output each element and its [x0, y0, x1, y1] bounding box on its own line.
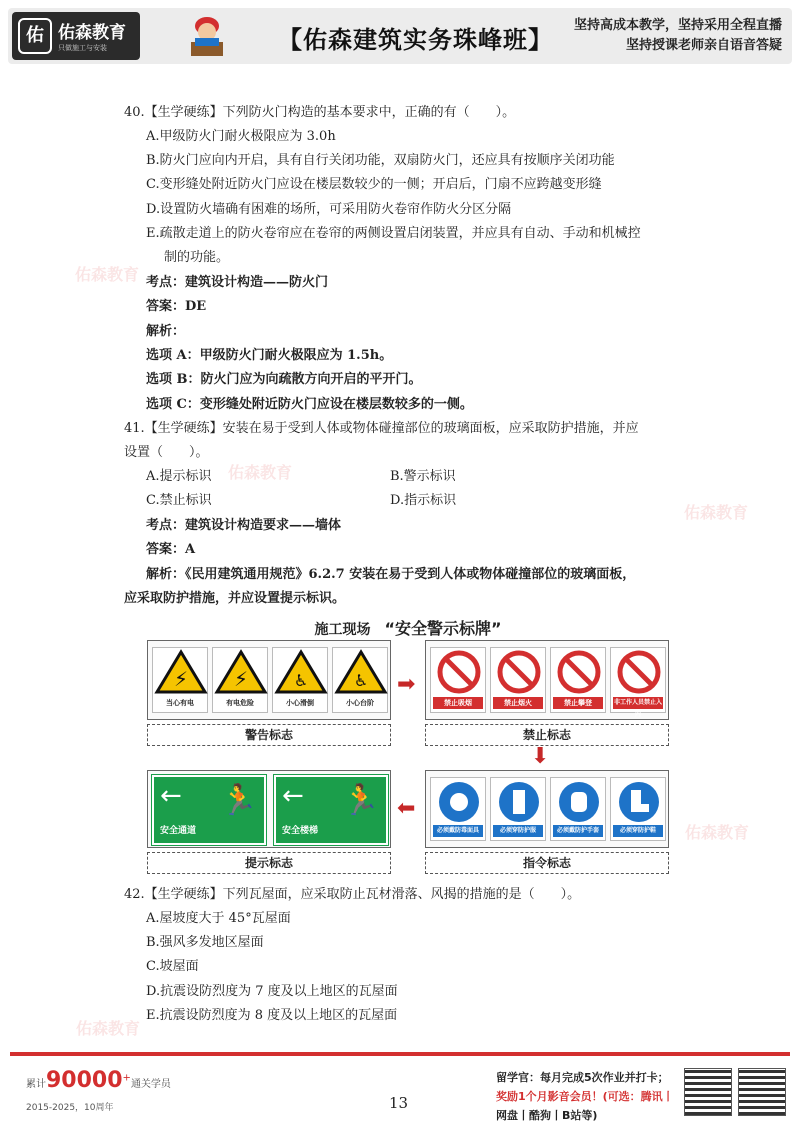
footer-promo: [496, 1068, 674, 1125]
q40-answer: 答案：DE: [146, 299, 207, 314]
header-title: 【佑森建筑实务珠峰班】: [278, 26, 553, 54]
q40-option-b: B.防火门应向内开启，具有自行关闭功能，双扇防火门，还应具有按顺序关闭功能: [146, 153, 615, 168]
command-sign-label: 必须戴防护手套: [553, 825, 603, 837]
q40-option-a: A.甲级防火门耐火极限应为 3.0h: [146, 129, 336, 144]
svg-text:♿: ♿: [293, 671, 309, 690]
warning-sign-label: 小心台阶: [346, 699, 374, 707]
watermark-3: 佑森教育: [684, 503, 749, 522]
hint-sign-label: 安全楼梯: [282, 826, 319, 836]
q40-analysis-b: 选项 B：防火门应为向疏散方向开启的平开门。: [146, 372, 422, 387]
hint-sign-label: 安全通道: [160, 826, 197, 836]
prohibition-sign-label: 禁止吸烟: [433, 697, 483, 709]
command-sign: [490, 777, 546, 841]
footer-promo-line-3: 网盘丨酷狗丨B站等): [496, 1109, 598, 1122]
caption-warning: 警告标志: [147, 724, 391, 746]
command-sign: [550, 777, 606, 841]
qr-code-icon: [684, 1068, 732, 1116]
watermark-1: 佑森教育: [75, 265, 140, 284]
figure-title-main: “安全警示标牌”: [384, 619, 502, 638]
no-smoking-icon: [431, 648, 487, 696]
safety-boots-icon: [611, 778, 667, 826]
logo-mark-icon: 佑: [18, 18, 52, 54]
header-slogan-2: 坚持授课老师亲自语音答疑: [625, 38, 782, 53]
q41-answer: 答案：A: [146, 542, 196, 557]
q41-analysis-cont: 应采取防护措施，并应设置提示标识。: [124, 591, 346, 606]
q40-topic: 考点：建筑设计构造——防火门: [146, 275, 329, 290]
figure-title: [147, 616, 669, 639]
command-sign-label: 必须穿防护鞋: [613, 825, 663, 837]
q41-option-b: B.警示标识: [390, 469, 456, 484]
warning-triangle-icon: [213, 648, 269, 696]
logo-name: 佑森教育: [58, 23, 126, 43]
figure-title-prefix: 施工现场: [314, 622, 371, 638]
q41-stem: 41.【生学硬练】安装在易于受到人体或物体碰撞部位的玻璃面板，应采取防护措施，并应: [124, 421, 639, 436]
warning-signs-group: [147, 640, 391, 720]
prohibition-sign-label: 禁止攀登: [553, 697, 603, 709]
prohibition-sign: [430, 647, 486, 713]
warning-sign-label: 小心滑倒: [286, 699, 314, 707]
q42-option-b: B.强风多发地区屋面: [146, 935, 264, 950]
q40-option-e: E.疏散走道上的防火卷帘应在卷帘的两侧设置启闭装置，并应具有自动、手动和机械控: [146, 226, 641, 241]
hint-signs-group: [147, 770, 391, 848]
caption-prohibition: 禁止标志: [425, 724, 669, 746]
warning-sign: [152, 647, 208, 713]
logo-slogan: 只做施工与安装: [58, 44, 107, 52]
warning-sign: [272, 647, 328, 713]
q41-option-c: C.禁止标识: [146, 493, 212, 508]
footer-acc-number: 90000: [46, 1068, 123, 1093]
q40-analysis-c: 选项 C：变形缝处附近防火门应设在楼层数较多的一侧。: [146, 397, 473, 412]
command-signs-group: [425, 770, 669, 848]
warning-sign: [332, 647, 388, 713]
gloves-icon: [551, 778, 607, 826]
q40-option-e-cont: 制的功能。: [164, 250, 230, 265]
command-sign: [430, 777, 486, 841]
running-man-icon: 🏃: [220, 783, 258, 818]
mascot-icon: [183, 14, 231, 60]
q41-option-d: D.指示标识: [390, 493, 457, 508]
footer-acc-suffix: 通关学员: [130, 1079, 171, 1090]
gas-mask-icon: [431, 778, 487, 826]
prohibition-sign: [610, 647, 666, 718]
q42-option-e: E.抗震设防烈度为 8 度及以上地区的瓦屋面: [146, 1008, 398, 1023]
arrow-left-icon: ←: [160, 781, 182, 811]
header-slogans: [574, 16, 782, 56]
protective-suit-icon: [491, 778, 547, 826]
watermark-2: 佑森教育: [228, 463, 293, 482]
caption-hint: 提示标志: [147, 852, 391, 874]
stairs-man-icon: 🏃: [342, 783, 380, 818]
footer-divider: [10, 1052, 790, 1056]
page-number: 13: [389, 1094, 409, 1112]
arrow-left-icon: ←: [282, 781, 304, 811]
footer-promo-line-1: 留学官：每月完成5次作业并打卡；: [496, 1071, 669, 1084]
prohibition-sign: [550, 647, 606, 713]
hint-sign: [274, 775, 388, 845]
prohibition-sign-label: 非工作人员禁止入内: [613, 699, 662, 718]
hint-sign: [152, 775, 266, 845]
warning-sign: [212, 647, 268, 713]
watermark-5: 佑森教育: [76, 1019, 141, 1038]
footer-acc-plus: +: [122, 1072, 131, 1084]
svg-text:♿: ♿: [353, 671, 369, 690]
arrow-left-red-icon: ⬅: [397, 796, 416, 821]
footer-stats: [26, 1068, 171, 1093]
q40-analysis-a: 选项 A：甲级防火门耐火极限应为 1.5h。: [146, 348, 393, 363]
q41-topic: 考点：建筑设计构造要求——墙体: [146, 518, 342, 533]
q42-stem: 42.【生学硬练】下列瓦屋面，应采取防止瓦材滑落、风揭的措施的是（ ）。: [124, 887, 581, 902]
q41-option-a: A.提示标识: [146, 469, 212, 484]
command-sign-label: 必须穿防护服: [493, 825, 543, 837]
no-climbing-icon: [551, 648, 607, 696]
qr-code-icon: [738, 1068, 786, 1116]
q40-option-d: D.设置防火墙确有困难的场所，可采用防火卷帘作防火分区分隔: [146, 202, 512, 217]
warning-sign-label: 当心有电: [166, 699, 194, 707]
no-fire-icon: [491, 648, 547, 696]
page-header: [8, 8, 792, 64]
q41-analysis: 解析：《民用建筑通用规范》6.2.7 安装在易于受到人体或物体碰撞部位的玻璃面板，: [146, 567, 636, 582]
svg-text:⚡: ⚡: [173, 667, 189, 691]
prohibition-signs-group: [425, 640, 669, 720]
arrow-down-icon: ⬇: [531, 744, 550, 769]
prohibition-sign-label: 禁止烟火: [493, 697, 543, 709]
step-warning-icon: [333, 648, 389, 696]
q40-stem: 40.【生学硬练】下列防火门构造的基本要求中，正确的有（ ）。: [124, 105, 516, 120]
watermark-4: 佑森教育: [685, 823, 750, 842]
safety-signs-figure: [147, 616, 669, 874]
caption-command: 指令标志: [425, 852, 669, 874]
q40-option-c: C.变形缝处附近防火门应设在楼层数较少的一侧；开启后，门扇不应跨越变形缝: [146, 177, 602, 192]
brand-logo: [12, 12, 140, 60]
footer-years: 2015-2025，10周年: [26, 1103, 114, 1113]
command-sign-label: 必须戴防毒面具: [433, 825, 483, 837]
no-entry-icon: [611, 648, 667, 696]
q42-option-a: A.屋坡度大于 45°瓦屋面: [146, 911, 291, 926]
command-sign: [610, 777, 666, 841]
svg-text:⚡: ⚡: [233, 667, 249, 691]
q42-option-c: C.坡屋面: [146, 959, 199, 974]
footer-promo-line-2: 奖励1个月影音会员！(可选：腾讯丨: [496, 1090, 674, 1103]
q42-option-d: D.抗震设防烈度为 7 度及以上地区的瓦屋面: [146, 984, 398, 999]
footer-acc-prefix: 累计: [26, 1079, 46, 1090]
q40-analysis-label: 解析：: [146, 324, 186, 339]
arrow-right-icon: ➡: [397, 672, 416, 697]
header-slogan-1: 坚持高成本教学，坚持采用全程直播: [573, 18, 782, 33]
warning-sign-label: 有电危险: [226, 699, 254, 707]
prohibition-sign: [490, 647, 546, 713]
slip-warning-icon: [273, 648, 329, 696]
warning-triangle-icon: [153, 648, 209, 696]
q41-stem-cont: 设置（ ）。: [124, 445, 209, 460]
